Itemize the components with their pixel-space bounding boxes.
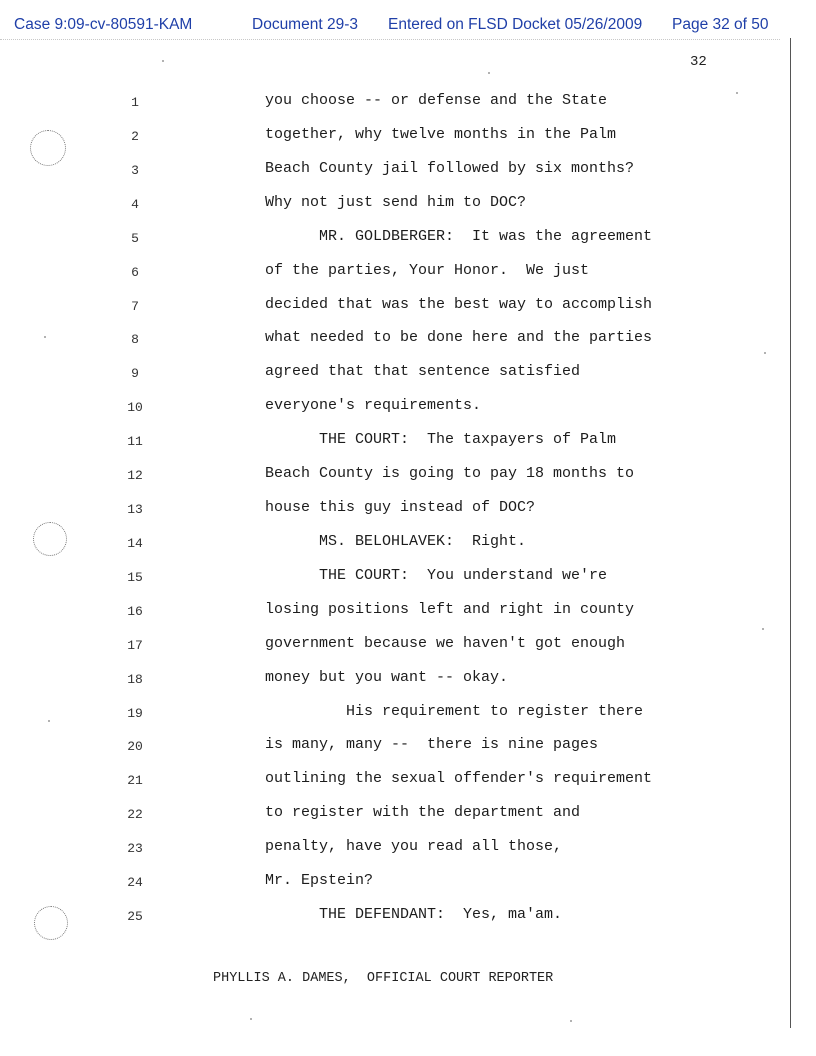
line-text: you choose -- or defense and the State: [265, 92, 608, 109]
transcript-page-number: 32: [690, 54, 707, 70]
line-number: 1: [131, 95, 139, 110]
line-number: 15: [127, 569, 143, 585]
line-text: MR. GOLDBERGER: It was the agreement: [265, 227, 653, 245]
transcript-line: [0, 296, 780, 318]
line-text: losing positions left and right in county: [265, 600, 635, 618]
line-number: 5: [131, 230, 139, 246]
transcript-line: [0, 499, 780, 521]
line-text: THE COURT: The taxpayers of Palm: [265, 431, 617, 449]
transcript-line: [0, 465, 780, 487]
line-text: of the parties, Your Honor. We just: [265, 261, 590, 279]
line-number: 10: [127, 400, 143, 416]
scan-speck: [764, 352, 766, 354]
line-number: 17: [127, 637, 143, 653]
line-number: 7: [131, 298, 139, 314]
transcript-line: [0, 397, 780, 419]
line-text: MS. BELOHLAVEK: Right.: [265, 532, 527, 550]
scan-speck: [570, 1020, 572, 1022]
case-number: Case 9:09-cv-80591-KAM: [14, 16, 193, 33]
transcript-line: [0, 228, 780, 250]
transcript-line: [0, 770, 780, 792]
line-number: 24: [127, 875, 143, 891]
transcript-line: [0, 262, 780, 284]
line-text: what needed to be done here and the parties: [265, 329, 653, 347]
line-text: house this guy instead of DOC?: [265, 499, 536, 517]
line-number: 3: [131, 162, 139, 178]
line-text: penalty, have you read all those,: [265, 838, 563, 856]
transcript-line: [0, 669, 780, 691]
line-number: 14: [127, 535, 143, 551]
transcript-line: [0, 329, 780, 351]
transcript-line: [0, 92, 780, 114]
docket-header: [0, 12, 816, 36]
right-margin-rule: [790, 38, 791, 1028]
transcript-line: [0, 838, 780, 860]
line-number: 22: [127, 807, 143, 823]
transcript-line: [0, 736, 780, 758]
line-text: to register with the department and: [265, 804, 581, 822]
line-number: 13: [127, 502, 143, 518]
line-number: 20: [127, 739, 143, 755]
transcript-line: [0, 126, 780, 148]
line-text: is many, many -- there is nine pages: [265, 736, 599, 754]
document-number: Document 29-3: [252, 16, 358, 33]
line-text: government because we haven't got enough: [265, 634, 626, 652]
page-of-total: Page 32 of 50: [672, 16, 769, 33]
transcript-line: [0, 872, 780, 894]
line-text: Beach County jail followed by six months?: [265, 159, 635, 177]
line-text: Why not just send him to DOC?: [265, 193, 527, 211]
line-text: His requirement to register there: [265, 702, 644, 720]
line-number: 11: [127, 434, 143, 450]
transcript-line: [0, 804, 780, 826]
transcript-line: [0, 906, 780, 928]
line-text: everyone's requirements.: [265, 397, 482, 415]
line-number: 19: [127, 705, 143, 721]
transcript-line: [0, 635, 780, 657]
transcript-line: [0, 567, 780, 589]
line-number: 18: [127, 671, 143, 687]
line-number: 8: [131, 332, 139, 348]
scan-speck: [488, 72, 490, 74]
line-text: together, why twelve months in the Palm: [265, 125, 617, 143]
transcript-line: [0, 194, 780, 216]
line-number: 12: [127, 468, 143, 484]
line-number: 21: [127, 773, 143, 789]
scan-speck: [250, 1018, 252, 1020]
line-text: THE COURT: You understand we're: [265, 566, 608, 584]
line-text: decided that was the best way to accomplish: [265, 295, 653, 313]
line-text: Beach County is going to pay 18 months to: [265, 465, 635, 483]
transcript-line: [0, 601, 780, 623]
scan-speck: [762, 628, 764, 630]
transcript-line: [0, 431, 780, 453]
line-number: 6: [131, 264, 139, 280]
docket-entry-date: Entered on FLSD Docket 05/26/2009: [388, 16, 643, 33]
line-text: money but you want -- okay.: [265, 668, 509, 686]
court-reporter-footer: PHYLLIS A. DAMES, OFFICIAL COURT REPORTER: [213, 971, 554, 986]
header-divider: [0, 39, 780, 40]
line-number: 23: [127, 841, 143, 857]
line-text: Mr. Epstein?: [265, 872, 374, 890]
line-number: 25: [127, 909, 143, 925]
transcript-line: [0, 703, 780, 725]
line-number: 9: [131, 366, 139, 382]
transcript-line: [0, 533, 780, 555]
transcript-line: [0, 160, 780, 182]
line-number: 2: [131, 128, 139, 144]
line-text: agreed that that sentence satisfied: [265, 363, 581, 381]
transcript-line: [0, 363, 780, 385]
scan-speck: [162, 60, 164, 62]
line-number: 4: [131, 196, 139, 212]
line-number: 16: [127, 603, 143, 619]
line-text: THE DEFENDANT: Yes, ma'am.: [265, 906, 563, 924]
line-text: outlining the sexual offender's requirement: [265, 770, 653, 788]
